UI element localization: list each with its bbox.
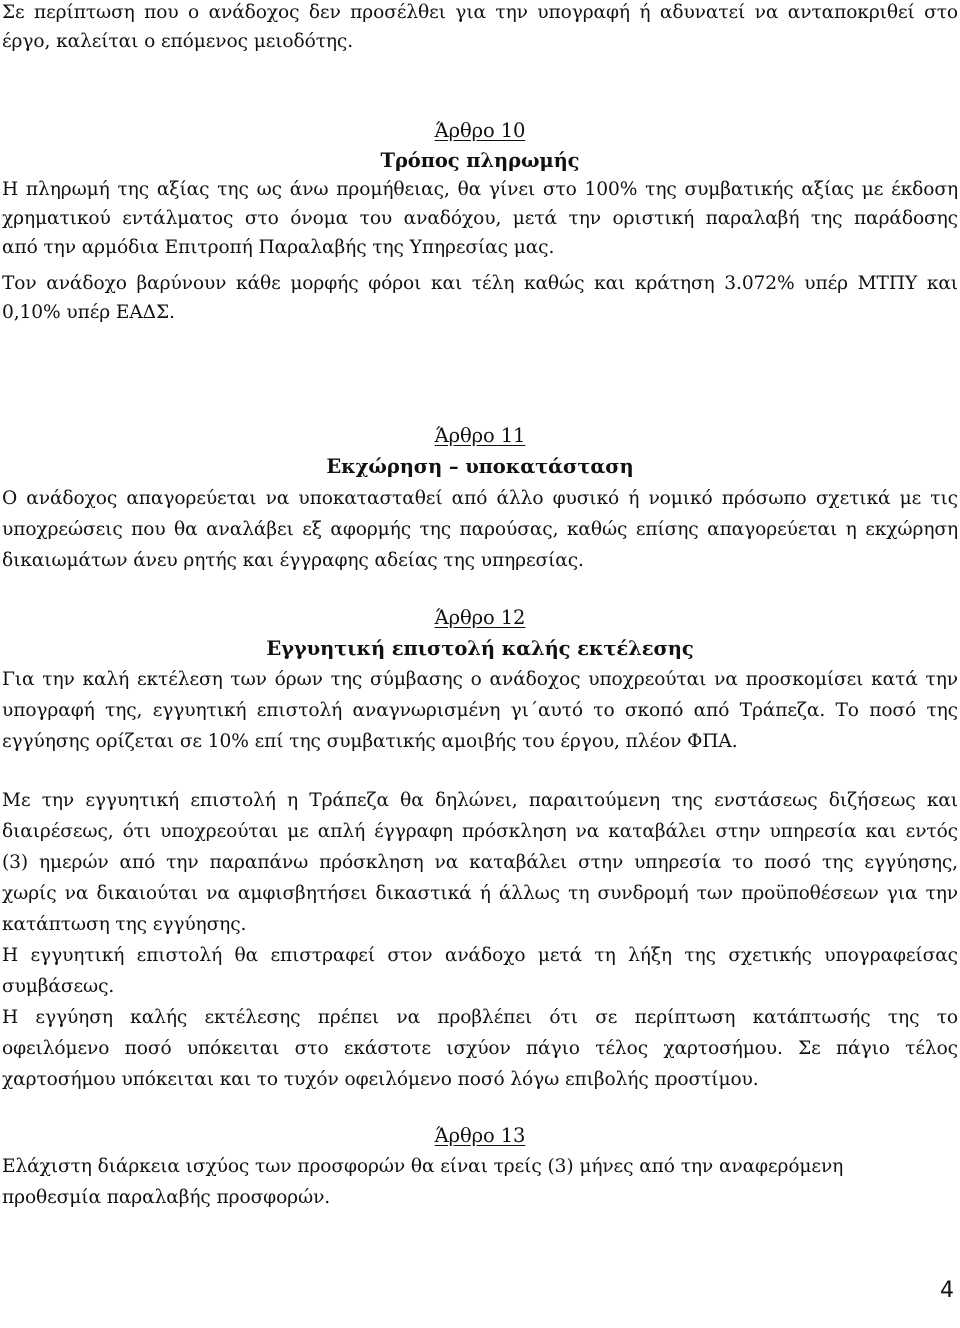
text-line: χωρίς να δικαιούται να αμφισβητήσει δικαστικά ή άλλως τη συνδρομή των προϋποθέσεων για την bbox=[2, 883, 958, 904]
text-line: Η εγγύηση καλής εκτέλεσης πρέπει να προβλέπει ότι σε περίπτωση κατάπτωσής της το bbox=[2, 1007, 958, 1028]
text-line: (3) ημερών από την παραπάνω πρόσκληση να καταβάλει στην υπηρεσία το ποσό της εγγύησης, bbox=[2, 852, 958, 873]
text-line: Η πληρωμή της αξίας της ως άνω προμήθειας, θα γίνει στο 100% της συμβατικής αξίας με έκδοση bbox=[2, 179, 958, 200]
text-line: έργο, καλείται ο επόμενος μειοδότης. bbox=[2, 31, 354, 52]
article-13-number: Άρθρο 13 bbox=[434, 1124, 526, 1147]
text-line: 0,10% υπέρ ΕΑΔΣ. bbox=[2, 302, 175, 323]
article-12-title: Εγγυητική επιστολή καλής εκτέλεσης bbox=[266, 637, 694, 660]
text-line: από την αρμόδια Επιτροπή Παραλαβής της Υπηρεσίας μας. bbox=[2, 237, 555, 258]
text-line: Ο ανάδοχος απαγορεύεται να υποκατασταθεί από άλλο φυσικό ή νομικό πρόσωπο σχετικά με τις bbox=[2, 488, 958, 509]
article-12-number: Άρθρο 12 bbox=[434, 606, 526, 629]
text-line: Σε περίπτωση που ο ανάδοχος δεν προσέλθει για την υπογραφή ή αδυνατεί να ανταποκριθεί στο bbox=[2, 2, 958, 23]
text-line: Ελάχιστη διάρκεια ισχύος των προσφορών θα είναι τρείς (3) μήνες από την αναφερόμενη bbox=[2, 1156, 844, 1177]
text-line: χρηματικού εντάλματος στο όνομα του αναδόχου, μετά την οριστική παραλαβή της παράδοσης bbox=[2, 208, 958, 229]
text-line: υποχρεώσεις που θα αναλάβει εξ αφορμής της παρούσας, καθώς επίσης απαγορεύεται η εκχώρηση bbox=[2, 519, 958, 540]
text-line: χαρτοσήμου υπόκειται και το τυχόν οφειλόμενο ποσό λόγω επιβολής προστίμου. bbox=[2, 1069, 759, 1090]
text-line: Τον ανάδοχο βαρύνουν κάθε μορφής φόροι και τέλη καθώς και κράτηση 3.072% υπέρ ΜΤΠΥ και bbox=[2, 273, 958, 294]
text-line: υπογραφή της, εγγυητική επιστολή αναγνωρισμένη γι΄αυτό το σκοπό από Τράπεζα. Το ποσό της bbox=[2, 700, 958, 721]
article-11-title: Εκχώρηση – υποκατάσταση bbox=[326, 455, 634, 478]
text-line: Η εγγυητική επιστολή θα επιστραφεί στον ανάδοχο μετά τη λήξη της σχετικής υπογραφείσας bbox=[2, 945, 958, 966]
text-line: συμβάσεως. bbox=[2, 976, 115, 997]
text-line: δικαιωμάτων άνευ ρητής και έγγραφης αδείας της υπηρεσίας. bbox=[2, 550, 584, 571]
text-line: Με την εγγυητική επιστολή η Τράπεζα θα δηλώνει, παραιτούμενη της ενστάσεως διζήσεως και bbox=[2, 790, 958, 811]
article-10-title: Τρόπος πληρωμής bbox=[380, 149, 580, 172]
text-line: προθεσμία παραλαβής προσφορών. bbox=[2, 1187, 331, 1208]
article-10-number: Άρθρο 10 bbox=[434, 119, 526, 142]
text-line: Για την καλή εκτέλεση των όρων της σύμβασης ο ανάδοχος υποχρεούται να προσκομίσει κατά την bbox=[2, 669, 958, 690]
article-11-number: Άρθρο 11 bbox=[434, 424, 526, 447]
text-line: οφειλόμενο ποσό υπόκειται στο εκάστοτε ισχύον πάγιο τέλος χαρτοσήμου. Σε πάγιο τέλος bbox=[2, 1038, 958, 1059]
text-line: διαιρέσεως, ότι υποχρεούται με απλή έγγραφη πρόσκληση να καταβάλει στην υπηρεσία και εντός bbox=[2, 821, 958, 842]
text-line: κατάπτωση της εγγύησης. bbox=[2, 914, 247, 935]
page-number: 4 bbox=[940, 1278, 954, 1303]
text-line: εγγύησης ορίζεται σε 10% επί της συμβατικής αμοιβής του έργου, πλέον ΦΠΑ. bbox=[2, 731, 738, 752]
